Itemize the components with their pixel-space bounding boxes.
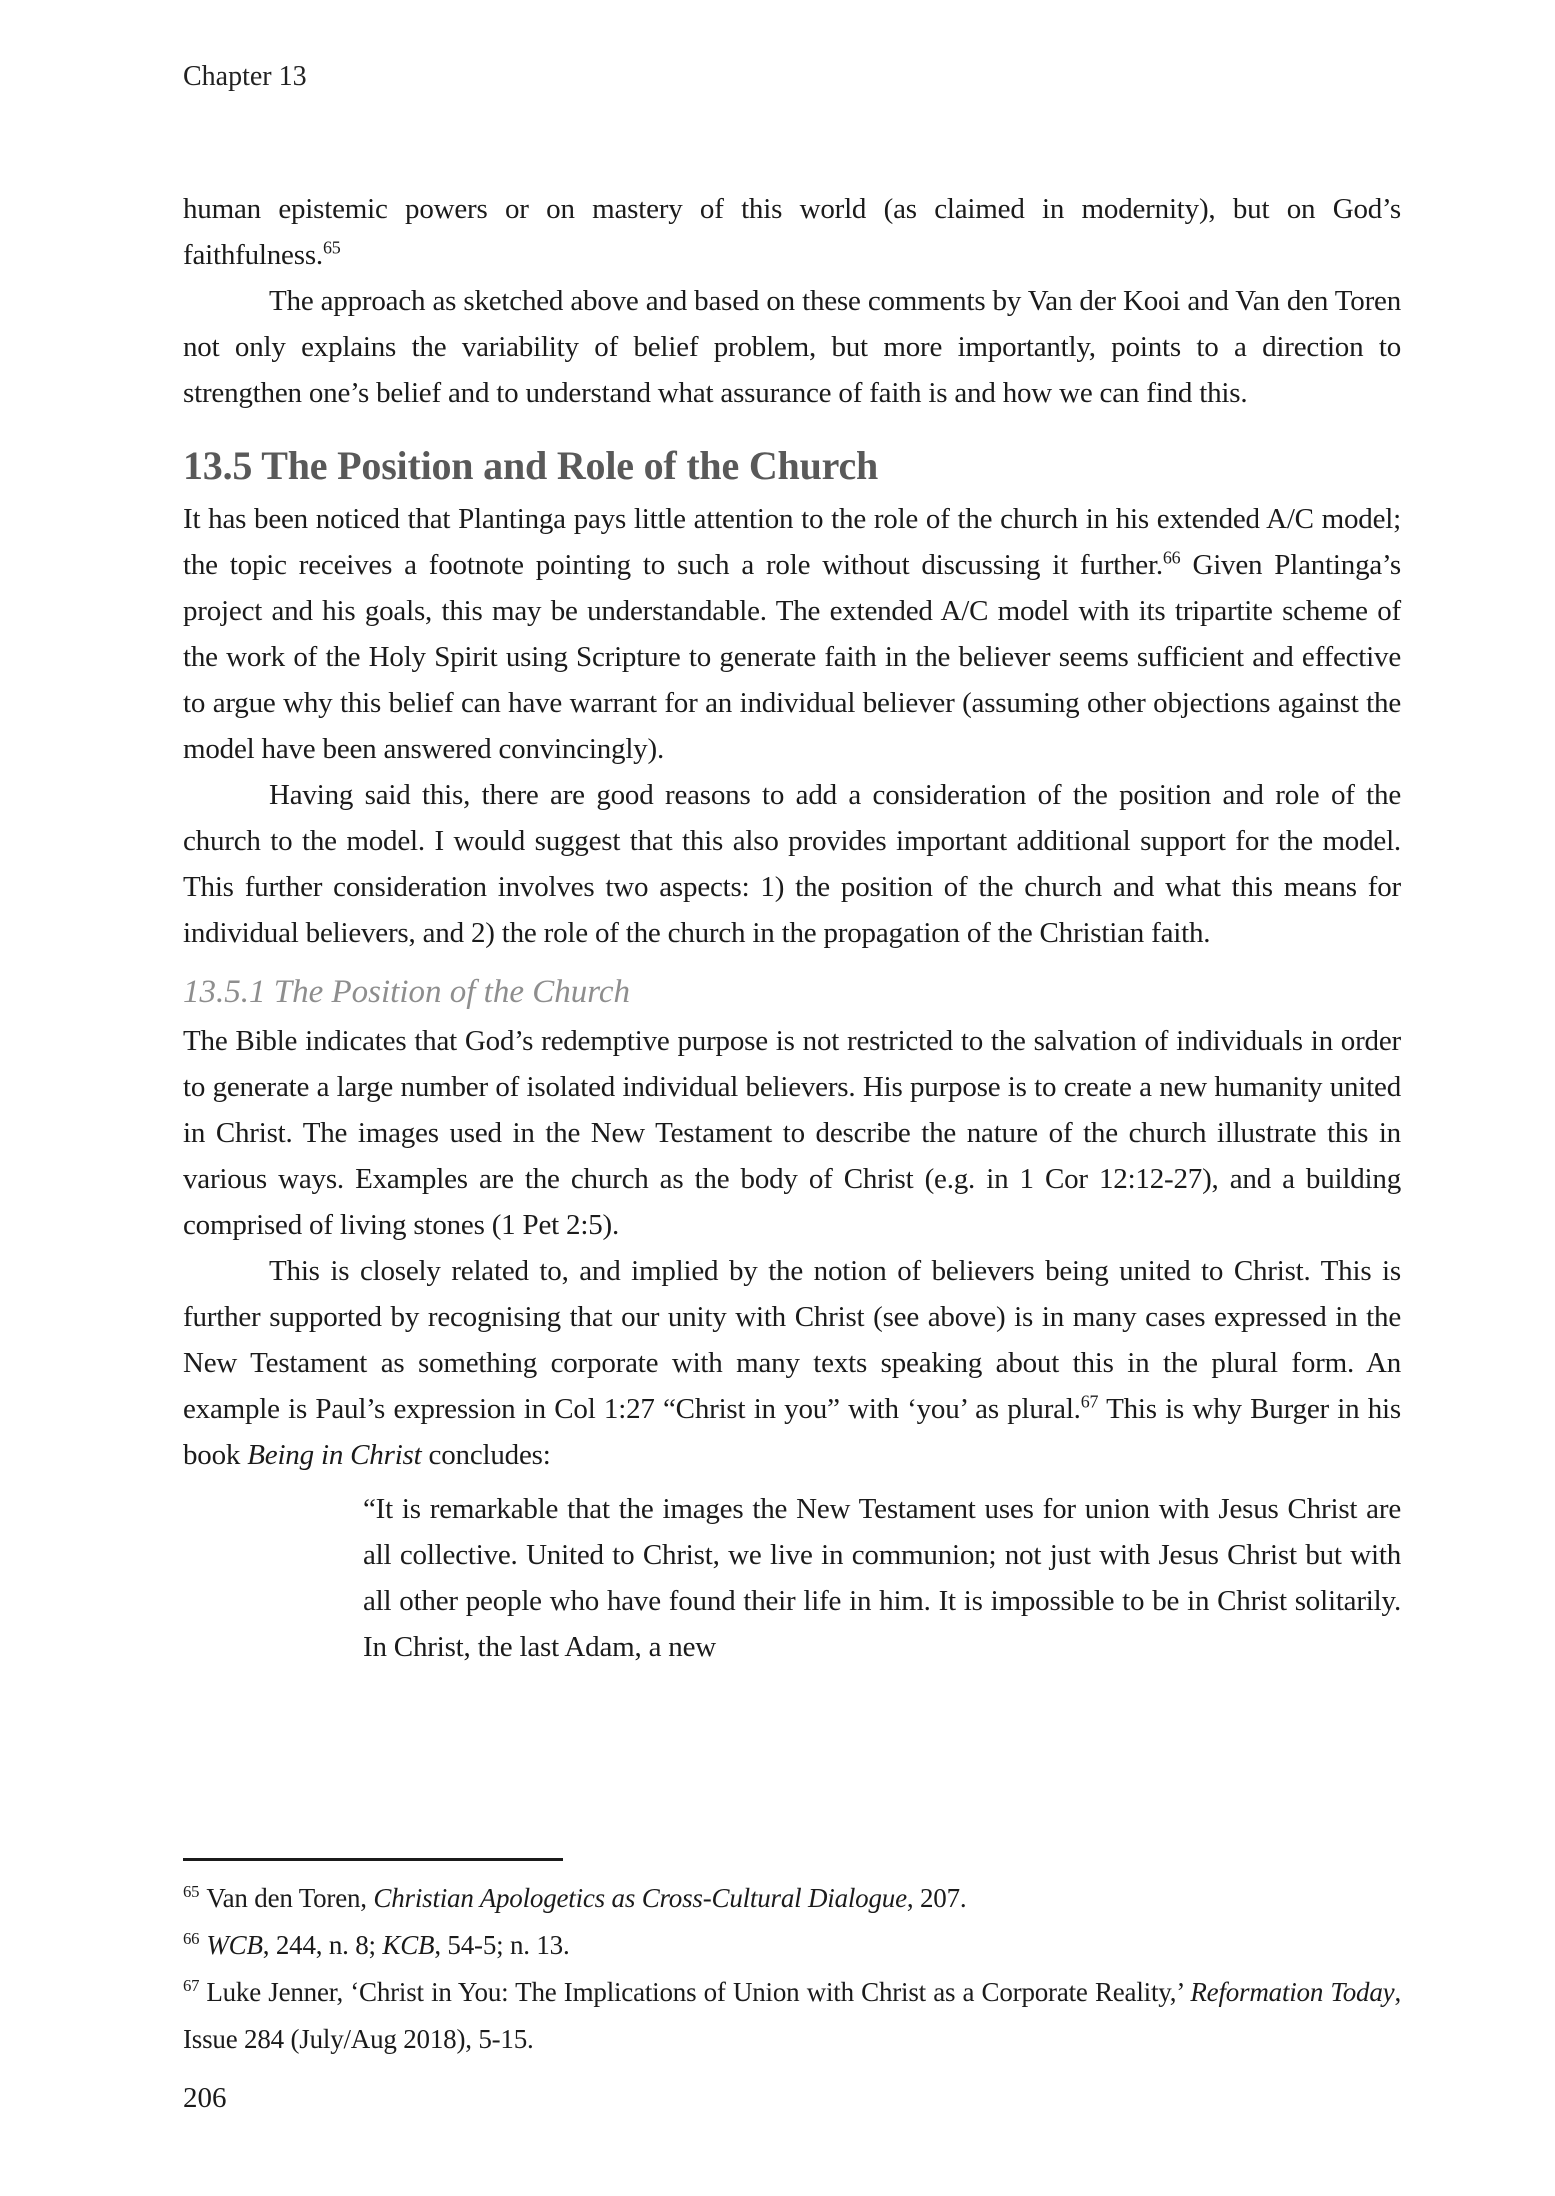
paragraph-text: This is why Burger in his book — [183, 1393, 1401, 1471]
footnotes-section — [183, 1858, 1401, 2063]
footnote-journal-italic: Reformation Today — [1190, 1977, 1395, 2007]
footnote-text: , 54-5; n. 13. — [434, 1930, 570, 1960]
footnote-text: Luke Jenner, ‘Christ in You: The Implications of Union with Christ as a Corporate Reality,’ — [206, 1977, 1191, 2007]
subsection-heading-text: 13.5.1 The Position of the Church — [183, 974, 631, 1010]
book-title-italic: Being in Christ — [247, 1439, 422, 1471]
footnote-ref-67: 67 — [1080, 1391, 1099, 1412]
paragraph-text: This is closely related to, and implied by the notion of believers being united to Christ. This is further supported by recognising that our unity with Christ (see above) is in many cases expressed in the New Testament as something corporate with many texts speaking about this in the plural form. An example is Paul’s expression in Col 1:27 “Christ in you” with ‘you’ as plural. — [183, 1255, 1401, 1425]
footnote-67 — [183, 1969, 1401, 2063]
footnote-text: , Issue 284 (July/Aug 2018), 5-15. — [183, 1977, 1401, 2054]
footnote-66 — [183, 1922, 1401, 1969]
chapter-label: Chapter 13 — [183, 61, 307, 92]
paragraph-closely-related — [183, 1248, 1401, 1478]
footnote-title-italic: Christian Apologetics as Cross-Cultural Dialogue — [373, 1883, 907, 1913]
footnote-text: , 207. — [906, 1883, 967, 1913]
paragraph-bible-indicates — [183, 1018, 1401, 1248]
section-heading-text: 13.5 The Position and Role of the Church — [183, 443, 879, 488]
footnote-marker-67: 67 — [183, 1976, 200, 1995]
footnote-marker-65: 65 — [183, 1882, 200, 1901]
paragraph-text: It has been noticed that Plantinga pays little attention to the role of the church in his extended A/C model; the topic receives a footnote pointing to such a role without discussing it further. — [183, 503, 1401, 581]
page-number: 206 — [183, 2082, 227, 2114]
paragraph-plantinga-model — [183, 496, 1401, 772]
paragraph-text: The approach as sketched above and based on these comments by Van der Kooi and Van den Toren not only explains the variability of belief problem, but more importantly, points to a direction to strengthen one’s belief and to understand what assurance of faith is and how we can find this. — [183, 285, 1401, 409]
section-heading-13-5 — [183, 442, 1401, 490]
paragraph-text: The Bible indicates that God’s redemptive purpose is not restricted to the salvation of individuals in order to generate a large number of isolated individual believers. His purpose is to create a new humanity united in Christ. The images used in the New Testament to describe the nature of the church illustrate this in various ways. Examples are the church as the body of Christ (e.g. in 1 Cor 12:12-27), and a building comprised of living stones (1 Pet 2:5). — [183, 1025, 1401, 1241]
footnote-text: , 244, n. 8; — [262, 1930, 383, 1960]
footnote-abbr-italic: KCB — [382, 1930, 435, 1960]
paragraph-approach — [183, 278, 1401, 416]
paragraph-text: concludes: — [421, 1439, 551, 1471]
quote-text: “It is remarkable that the images the New Testament uses for union with Jesus Christ are all collective. United to Christ, we live in communion; not just with Jesus Christ but with all other people who have found their life in him. It is impossible to be in Christ solitarily. In Christ, the last Adam, a new — [363, 1493, 1401, 1663]
text-column — [183, 0, 1401, 1670]
footnote-65 — [183, 1875, 1401, 1922]
paragraph-having-said — [183, 772, 1401, 956]
paragraph-continuation — [183, 186, 1401, 278]
paragraph-text: human epistemic powers or on mastery of this world (as claimed in modernity), but on God’s faithfulness. — [183, 193, 1401, 271]
footnote-abbr-italic: WCB — [206, 1930, 263, 1960]
footnote-separator-rule — [183, 1858, 563, 1861]
paragraph-text: Given Plantinga’s project and his goals, this may be understandable. The extended A/C model with its tripartite scheme of the work of the Holy Spirit using Scripture to generate faith in the believer seems sufficient and effective to argue why this belief can have warrant for an individual believer (assuming other objections against the model have been answered convincingly). — [183, 549, 1401, 765]
subsection-heading-13-5-1 — [183, 970, 1401, 1014]
footnote-ref-66: 66 — [1162, 547, 1181, 568]
footnote-marker-66: 66 — [183, 1929, 200, 1948]
block-quote-burger — [363, 1486, 1401, 1670]
footnote-ref-65: 65 — [322, 237, 341, 258]
paragraph-text: Having said this, there are good reasons to add a consideration of the position and role of the church to the model. I would suggest that this also provides important additional support for the model. This further consideration involves two aspects: 1) the position of the church and what this means for individual believers, and 2) the role of the church in the propagation of the Christian faith. — [183, 779, 1401, 949]
running-header — [183, 0, 1401, 94]
footnote-text: Van den Toren, — [206, 1883, 374, 1913]
